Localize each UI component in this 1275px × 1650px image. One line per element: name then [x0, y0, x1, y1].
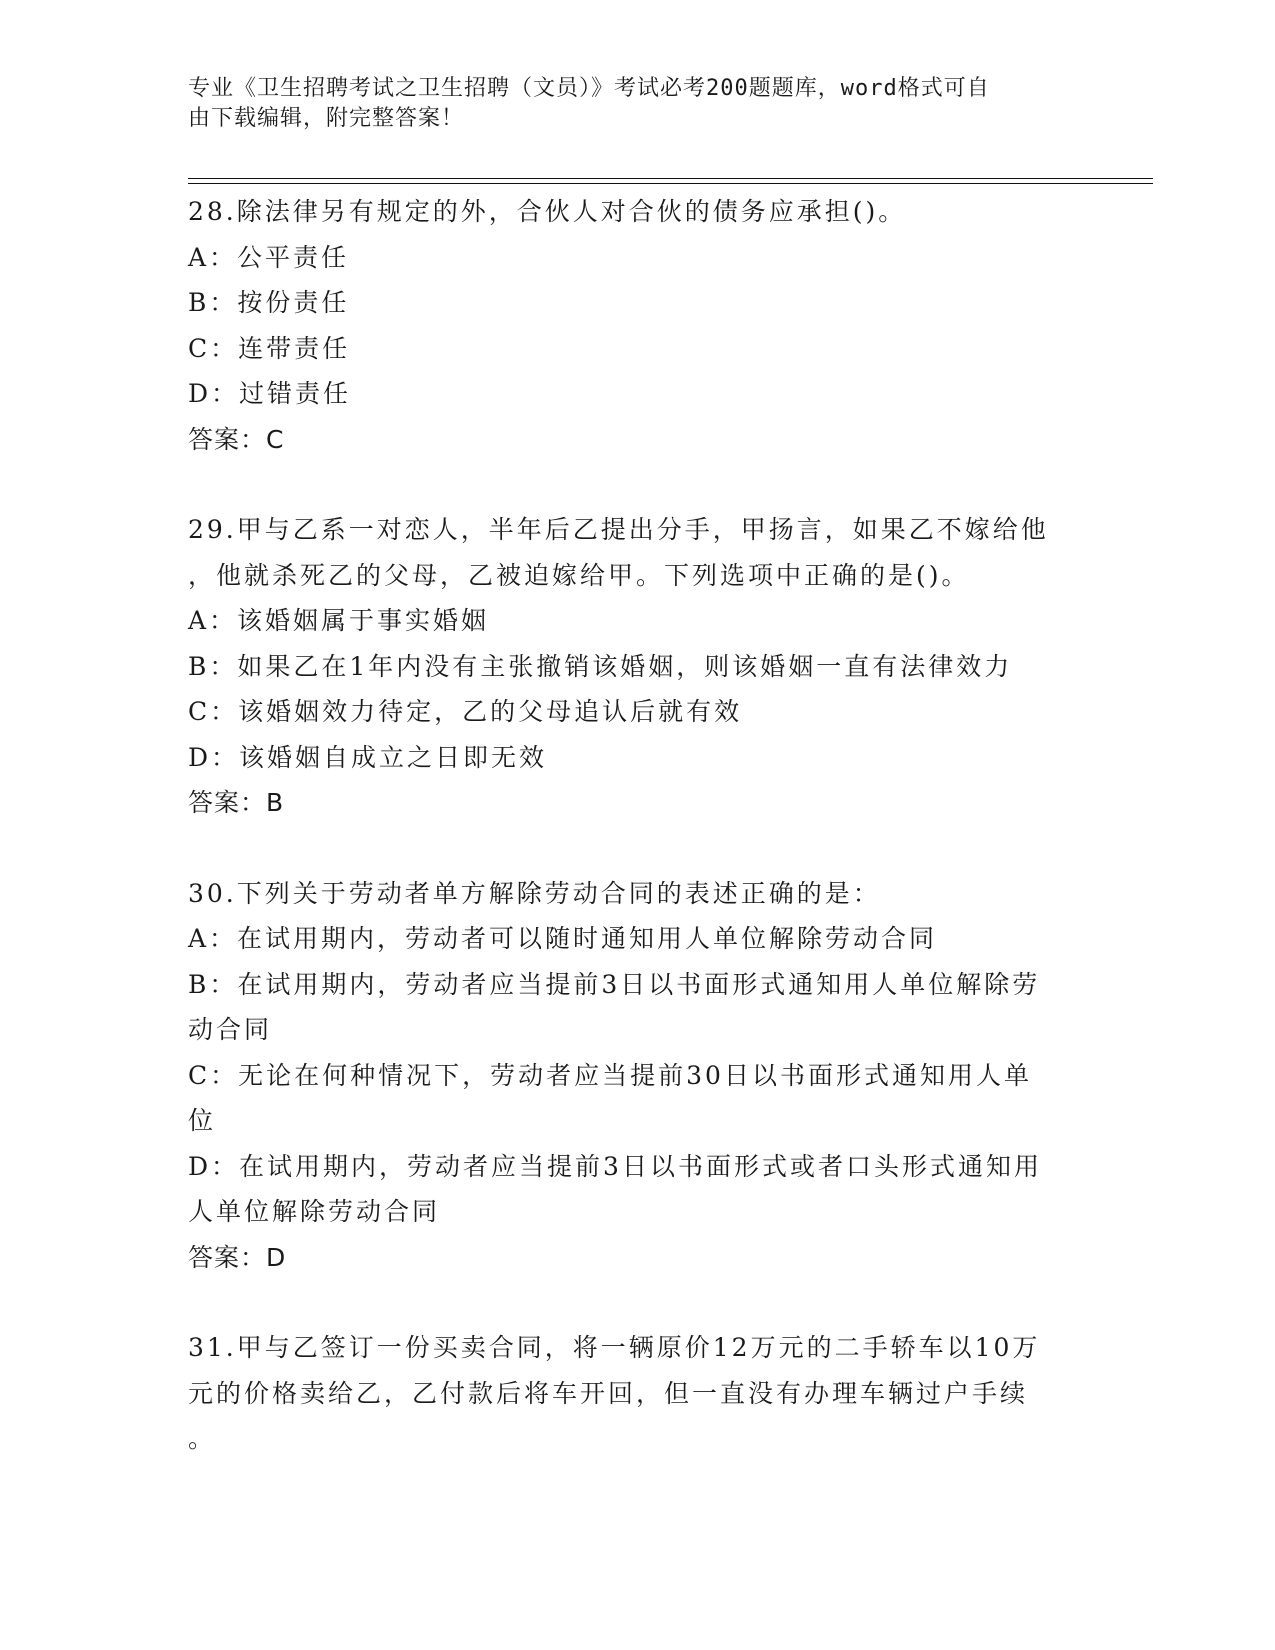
header-divider-top — [188, 178, 1153, 179]
question-28 — [188, 189, 1078, 462]
option-a: A：在试用期内，劳动者可以随时通知用人单位解除劳动合同 — [188, 924, 938, 953]
option-c: C：该婚姻效力待定，乙的父母追认后就有效 — [188, 697, 743, 726]
question-stem-cont: 元的价格卖给乙，乙付款后将车开回，但一直没有办理车辆过户手续 — [188, 1378, 1029, 1408]
option-c: C：无论在何种情况下，劳动者应当提前30日以书面形式通知用人单 — [188, 1060, 1032, 1090]
header-divider-bottom — [188, 183, 1153, 184]
option-d-cont: 人单位解除劳动合同 — [188, 1197, 441, 1226]
option-d: D：过错责任 — [188, 379, 352, 408]
question-31 — [188, 1325, 1078, 1462]
option-c: C：连带责任 — [188, 333, 351, 363]
question-stem: 30.下列关于劳动者单方解除劳动合同的表述正确的是： — [188, 878, 881, 908]
question-30 — [188, 871, 1078, 1281]
answer-line: 答案：C — [188, 424, 285, 454]
answer-line: 答案：B — [188, 788, 285, 817]
question-29 — [188, 507, 1078, 826]
option-b-cont: 动合同 — [188, 1015, 273, 1044]
document-header — [188, 74, 1068, 134]
question-stem-cont: 。 — [188, 1424, 217, 1453]
spacer — [188, 1280, 1078, 1325]
option-a: A：公平责任 — [188, 242, 350, 272]
answer-line: 答案：D — [188, 1242, 287, 1272]
question-stem-cont: ，他就杀死乙的父母，乙被迫嫁给甲。下列选项中正确的是()。 — [188, 560, 970, 590]
spacer — [188, 826, 1078, 871]
option-a: A：该婚姻属于事实婚姻 — [188, 606, 490, 635]
question-list — [188, 189, 1078, 1462]
option-b: B：在试用期内，劳动者应当提前3日以书面形式通知用人单位解除劳 — [188, 969, 1041, 999]
header-line-2: 由下载编辑，附完整答案！ — [188, 106, 465, 131]
option-d: D：在试用期内，劳动者应当提前3日以书面形式或者口头形式通知用 — [188, 1151, 1042, 1181]
option-b: B：按份责任 — [188, 288, 350, 317]
question-stem: 29.甲与乙系一对恋人，半年后乙提出分手，甲扬言，如果乙不嫁给他 — [188, 515, 1049, 544]
spacer — [188, 462, 1078, 507]
option-d: D：该婚姻自成立之日即无效 — [188, 742, 548, 772]
question-stem: 28.除法律另有规定的外，合伙人对合伙的债务应承担()。 — [188, 197, 907, 226]
header-line-1: 专业《卫生招聘考试之卫生招聘（文员）》考试必考200题题库，word格式可自 — [188, 76, 990, 101]
question-stem: 31.甲与乙签订一份买卖合同，将一辆原价12万元的二手轿车以10万 — [188, 1333, 1041, 1362]
option-b: B：如果乙在1年内没有主张撤销该婚姻，则该婚姻一直有法律效力 — [188, 651, 1013, 681]
option-c-cont: 位 — [188, 1106, 217, 1135]
